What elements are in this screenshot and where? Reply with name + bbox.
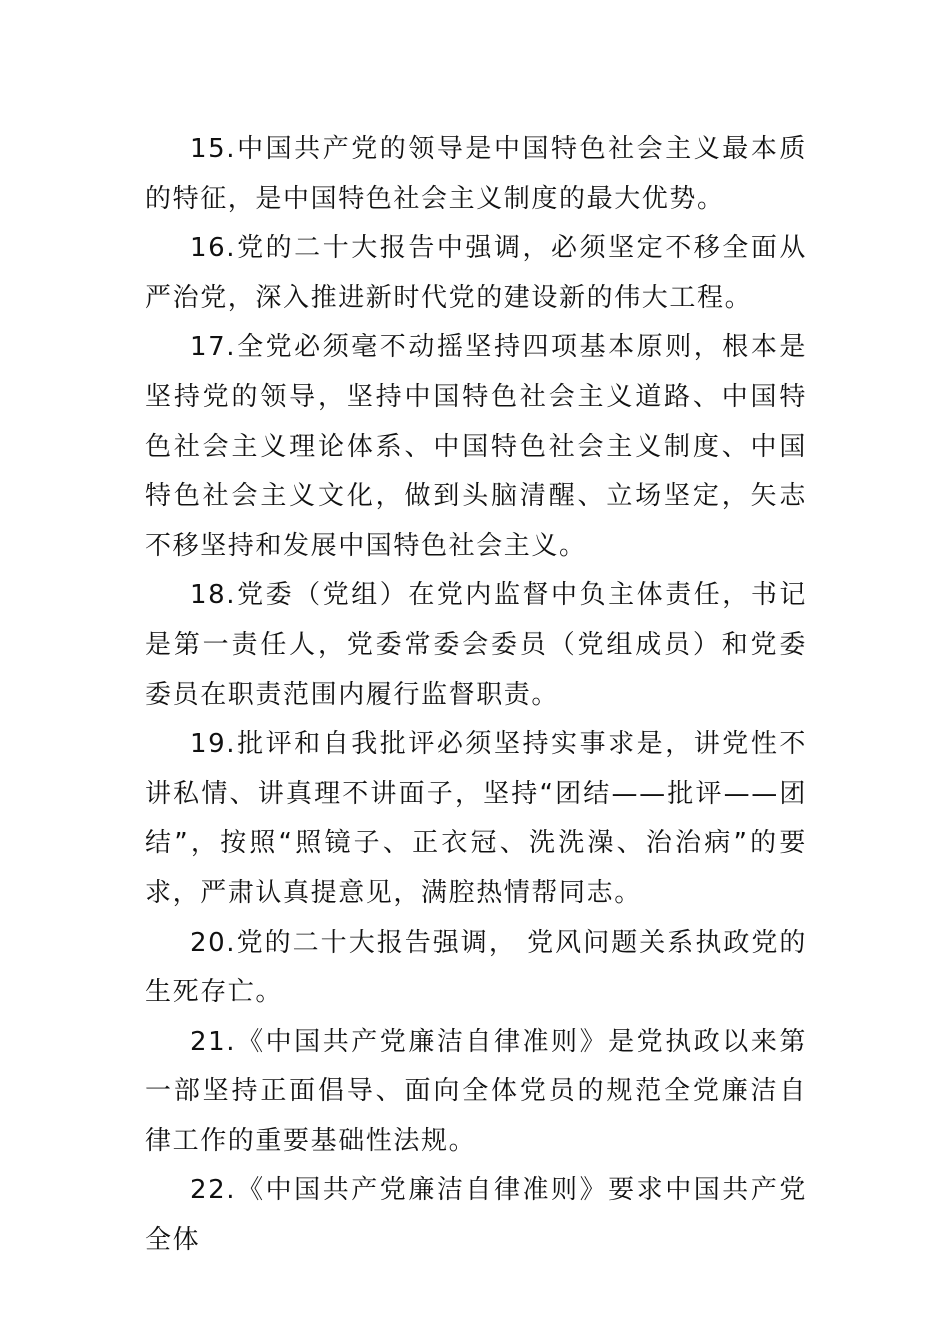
paragraph-16: 16.党的二十大报告中强调，必须坚定不移全面从严治党，深入推进新时代党的建设新的伟大工程。 xyxy=(145,233,807,313)
paragraph-19: 19.批评和自我批评必须坚持实事求是，讲党性不讲私情、讲真理不讲面子，坚持“团结——批评——团结”，按照“照镜子、正衣冠、洗洗澡、治治病”的要求，严肃认真提意见，满腔热情帮同志。 xyxy=(145,729,807,908)
paragraph-21: 21.《中国共产党廉洁自律准则》是党执政以来第一部坚持正面倡导、面向全体党员的规范全党廉洁自律工作的重要基础性法规。 xyxy=(145,1026,807,1156)
paragraph-15: 15.中国共产党的领导是中国特色社会主义最本质的特征，是中国特色社会主义制度的最大优势。 xyxy=(145,134,807,214)
document-body xyxy=(145,125,807,1266)
paragraph-17: 17.全党必须毫不动摇坚持四项基本原则，根本是坚持党的领导，坚持中国特色社会主义道路、中国特色社会主义理论体系、中国特色社会主义制度、中国特色社会主义文化，做到头脑清醒、立场坚定，矢志不移坚持和发展中国特色社会主义。 xyxy=(145,332,807,561)
paragraph-18: 18.党委（党组）在党内监督中负主体责任，书记是第一责任人，党委常委会委员（党组成员）和党委委员在职责范围内履行监督职责。 xyxy=(145,580,807,710)
paragraph-20: 20.党的二十大报告强调， 党风问题关系执政党的生死存亡。 xyxy=(145,927,807,1008)
paragraph-22: 22.《中国共产党廉洁自律准则》要求中国共产党全体 xyxy=(145,1175,807,1256)
